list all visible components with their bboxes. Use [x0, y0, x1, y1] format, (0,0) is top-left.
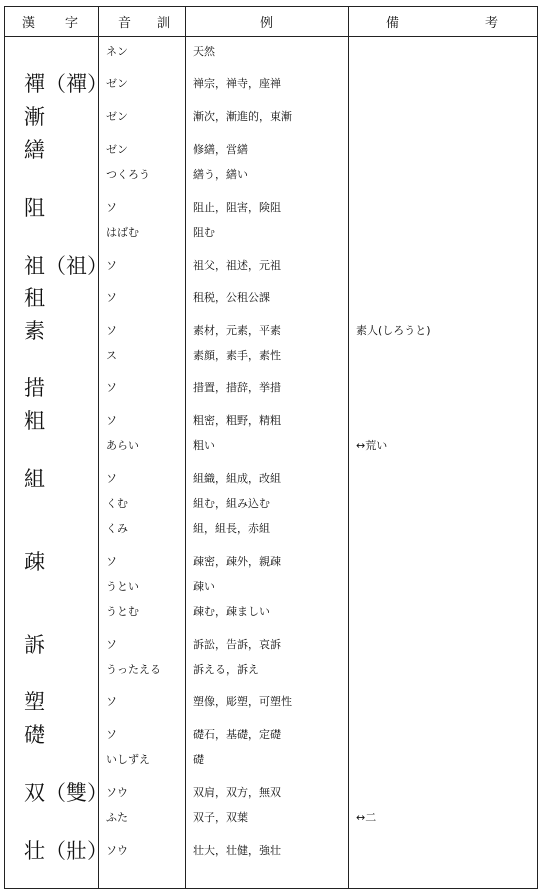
- note-text: ↔二: [356, 811, 377, 824]
- example-text: 塑像，彫塑，可塑性: [193, 695, 292, 708]
- reading-text: ソ: [106, 695, 117, 708]
- reading-text: うとい: [106, 580, 139, 593]
- reading-text: ゼン: [106, 77, 128, 90]
- border-bottom: [4, 888, 538, 889]
- header-example: [185, 6, 348, 36]
- header-reading-char: 音: [118, 15, 132, 31]
- kanji-char: 訴: [24, 633, 45, 657]
- header-notes-char: 考: [484, 15, 498, 31]
- kanji-char: 素: [24, 319, 45, 343]
- note-text: 素人(しろうと): [356, 324, 431, 337]
- column-divider: [348, 6, 349, 888]
- kanji-char: 塑: [24, 690, 45, 714]
- reading-text: はばむ: [106, 226, 139, 239]
- reading-text: ゼン: [106, 110, 128, 123]
- reading-text: ふた: [106, 811, 128, 824]
- example-text: 粗密，粗野，精粗: [193, 414, 281, 427]
- example-text: 疎い: [193, 580, 215, 593]
- header-reading-char: 訓: [156, 15, 170, 31]
- reading-text: ス: [106, 349, 117, 362]
- header-kanji-char: 字: [64, 15, 78, 31]
- reading-text: ソ: [106, 259, 117, 272]
- kanji-char: 漸: [24, 105, 45, 129]
- example-text: 租税，公租公課: [193, 291, 270, 304]
- example-text: 礎石，基礎，定礎: [193, 728, 281, 741]
- reading-text: ソウ: [106, 844, 128, 857]
- reading-text: ソ: [106, 291, 117, 304]
- reading-text: ソ: [106, 728, 117, 741]
- example-text: 措置，措辞，挙措: [193, 381, 281, 394]
- example-text: 壮大，壮健，強壮: [193, 844, 281, 857]
- reading-text: ソ: [106, 381, 117, 394]
- example-text: 素材，元素，平素: [193, 324, 281, 337]
- header-example-label: 例: [259, 15, 273, 31]
- header-divider: [4, 36, 538, 37]
- example-text: 繕う，繕い: [193, 168, 248, 181]
- reading-text: うったえる: [106, 663, 161, 676]
- reading-text: つくろう: [106, 168, 150, 181]
- kanji-char: 礎: [24, 723, 45, 747]
- example-text: 祖父，祖述，元祖: [193, 259, 281, 272]
- reading-text: ソ: [106, 472, 117, 485]
- kanji-char: 禪（禪）: [24, 72, 108, 96]
- example-text: 禅宗，禅寺，座禅: [193, 77, 281, 90]
- reading-text: ソ: [106, 201, 117, 214]
- kanji-char: 壮（壯）: [24, 839, 108, 863]
- example-text: 訴訟，告訴，哀訴: [193, 638, 281, 651]
- example-text: 双子，双葉: [193, 811, 248, 824]
- border-left: [4, 6, 5, 888]
- reading-text: いしずえ: [106, 753, 150, 766]
- example-text: 阻む: [193, 226, 215, 239]
- kanji-char: 措: [24, 376, 45, 400]
- reading-text: ゼン: [106, 143, 128, 156]
- example-text: 阻止，阻害，険阻: [193, 201, 281, 214]
- kanji-char: 粗: [24, 409, 45, 433]
- reading-text: ネン: [106, 45, 128, 58]
- column-divider: [98, 6, 99, 888]
- header-kanji-char: 漢: [22, 15, 36, 31]
- reading-text: ソ: [106, 324, 117, 337]
- header-reading: [118, 6, 170, 36]
- example-text: 修繕，営繕: [193, 143, 248, 156]
- note-text: ↔荒い: [356, 439, 388, 452]
- border-right: [537, 6, 538, 888]
- example-text: 漸次，漸進的，東漸: [193, 110, 292, 123]
- kanji-char: 繕: [24, 138, 45, 162]
- example-text: 組織，組成，改組: [193, 472, 281, 485]
- kanji-char: 疎: [24, 550, 45, 574]
- reading-text: ソ: [106, 414, 117, 427]
- example-text: 組む，組み込む: [193, 497, 270, 510]
- kanji-char: 阻: [24, 196, 45, 220]
- reading-text: くむ: [106, 497, 128, 510]
- kanji-char: 租: [24, 286, 45, 310]
- example-text: 組，組長，赤組: [193, 522, 270, 535]
- header-notes: [386, 6, 498, 36]
- kanji-char: 祖（祖）: [24, 254, 108, 278]
- header-kanji: [22, 6, 78, 36]
- example-text: 礎: [193, 753, 204, 766]
- kanji-char: 双（雙）: [24, 781, 108, 805]
- header-notes-char: 備: [386, 15, 400, 31]
- example-text: 粗い: [193, 439, 215, 452]
- reading-text: うとむ: [106, 605, 139, 618]
- example-text: 素顔，素手，素性: [193, 349, 281, 362]
- kanji-char: 組: [24, 467, 45, 491]
- column-divider: [185, 6, 186, 888]
- reading-text: ソウ: [106, 786, 128, 799]
- reading-text: あらい: [106, 439, 139, 452]
- example-text: 訴える，訴え: [193, 663, 259, 676]
- example-text: 天然: [193, 45, 215, 58]
- reading-text: ソ: [106, 555, 117, 568]
- example-text: 双肩，双方，無双: [193, 786, 281, 799]
- example-text: 疎密，疎外，親疎: [193, 555, 281, 568]
- example-text: 疎む，疎ましい: [193, 605, 270, 618]
- reading-text: くみ: [106, 522, 128, 535]
- reading-text: ソ: [106, 638, 117, 651]
